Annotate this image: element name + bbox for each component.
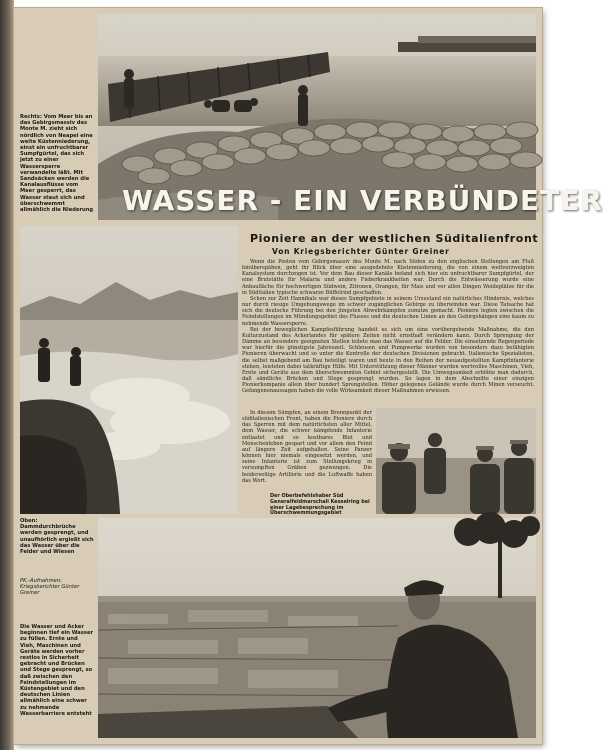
- caption-top-left: Rechts: Vom Meer bis an das Gebirgsmassiv des Monte M. zieht sich nördlich von Neapel eine weite Küstenniederung, einst ein unfruchtbarer Sumpfgürtel, das sich jetzt zu einer Wassersperre verwandelte läßt. Mit Sandsäcken werden die Kanalausflüsse vom Meer gesperrt, das Wasser staut sich und überschwemmt allmählich die Niederung: [20, 114, 94, 214]
- photo-plain-overlook: [98, 518, 536, 738]
- article-body-upper: [242, 259, 534, 409]
- article-subtitle: Pioniere an der westlichen Süditalienfront: [250, 232, 539, 245]
- caption-officers: Der Oberbefehlshaber Süd Generalfeldmarschall Kesselring bei einer Lagebesprechung im Überschwemmungsgebiet: [270, 493, 370, 517]
- article-author: Von Kriegsberichter Günter Greiner: [272, 247, 450, 256]
- photo-plain-overlook-image: [98, 518, 536, 738]
- photo-dam-breach-image: [20, 226, 238, 514]
- photo-dam-breach: [20, 226, 238, 514]
- binding-edge: [0, 0, 14, 750]
- photo-officers-briefing: [376, 408, 536, 514]
- article-paragraph-2: Schon zur Zeit Hannibals war dieses Sumpfgebiete in seinem Urzustand ein natürliches Hindernis, welches nur durch riesige Umgehungswege im schwer zugänglichen Gebirge zu überwinden war. Diese Tatsache hat sich die deutsche Führung bei den jüngsten Abwehrkämpfen zunutze gemacht. Pioniere legten zwischen die Feindstellungen im Mündungsgebiet des Flusses und die deutschen Linien an den Gebirgshängen eine kaum zu nehmende Wassersperre.: [242, 295, 534, 327]
- article-headline: WASSER - EIN VERBÜNDETER: [122, 184, 603, 217]
- photo-credit: PK.-Aufnahmen: Kriegsberichter Günter Greiner: [20, 578, 80, 597]
- article-paragraph-3: Bei der beweglichen Kampfesführung handelt es sich um eine vorübergehende Maßnahme, die den Kulturzustand des Ackerlandes für spätere Zeiten nicht ernsthaft verändern kann. Durch Sprengung der Dämme an besonders geeigneten Stellen leitete man das Wasser auf die Felder. Die einsetzende Regenperiode war hierfür die günstigste Jahreszeit. Schleusen und Pumpwerke wurden von besonders dazu befähigten Pionieren überwacht und so unter die Kontrolle der deutschen Divisionen gebracht. Italienische Spezialisten, die selbst maßgebend am Bau beteiligt waren und heute in den Reihen der neuaufgestellten Kampfinfanterie stehen, leisteten dabei tatkräftige Hilfe. Mit Unterstützung dieser Männer wurden wertvolles Maschinen, Vieh, Ernte und Geräte aus dem überschwemmten Gebiet sichergestellt. Die Umwegsamkeit erhöhte man dadurch, daß sämtliche Brücken und Stege gesprengt wurden. So lagen in dem Abschnitte einer einzigen Pionierkompanie allein über hundert Sprengstellen. Höher gelegenes Gelände wurde durch Minen verseucht. Gefangenenaussagen haben die volle Wirksamkeit dieser Maßnahmen erwiesen.: [242, 326, 534, 395]
- caption-bottom-left: Die Wasser und Acker beginnen tief ein Wasser zu füllen. Ernte und Vieh, Maschinen und Geräte werden vorher restlos in Sicherheit gebracht und Brücken und Stege gesprengt, so daß zwischen den Feindstellungen im Küstengebiet und den deutschen Linien allmählich eine schwer zu nehmende Wasserbarriere entsteht: [20, 624, 94, 717]
- photo-officers-briefing-image: [376, 408, 536, 514]
- magazine-page: [14, 8, 603, 744]
- article-paragraph-4: In diesem Sümpfen, an einem Brennpunkt der süditalienischen Front, haben die Pioniere durch das Sperren mit dem natürlichsten aller Mittel, dem Wasser, die schwer kämpfende Infanterie entlastet und so kostbares Blut und Menschenleben gespart und vor allem den Feind auf längere Zeit aufgehalten. Seine Panzer können hier niemals eingesetzt werden, und seine Infanterie ist zum Stellungskrieg in versumpften Gräben gezwungen. Die beiderseitige Artillerie und die Luftwaffe haben das Wort.: [242, 410, 372, 484]
- article-paragraph-1: Wenn die Posten vom Gebirgsmassiv des Monte M. nach Süden zu den englischen Stellungen am Fluß hinüberspähen, geht ihr Blick über eine ausgedehnte Küstenniederung, die von einem weitverzweigten Kanalsystem durchzogen ist. Vor dem Bau dieser Kanäle befand sich hier ein unfruchtbarer Sumpfgürtel, der eine Brutstätte für Malaria und andere Fieberkrankheiten war. Durch die Entwässerung wurde eine Anbaufläche für hochwertigen Südwein, Zitronen, Orangen, für Mais und vor allen Dingen Weideplätze für die in Süditalien typische schwarze Büffelrind geschaffen.: [242, 259, 534, 296]
- caption-middle-left: Oben: Dammdurchbrüche werden gesprengt, und unaufhörlich ergießt sich das Wasser über die Felder und Wiesen: [20, 518, 94, 556]
